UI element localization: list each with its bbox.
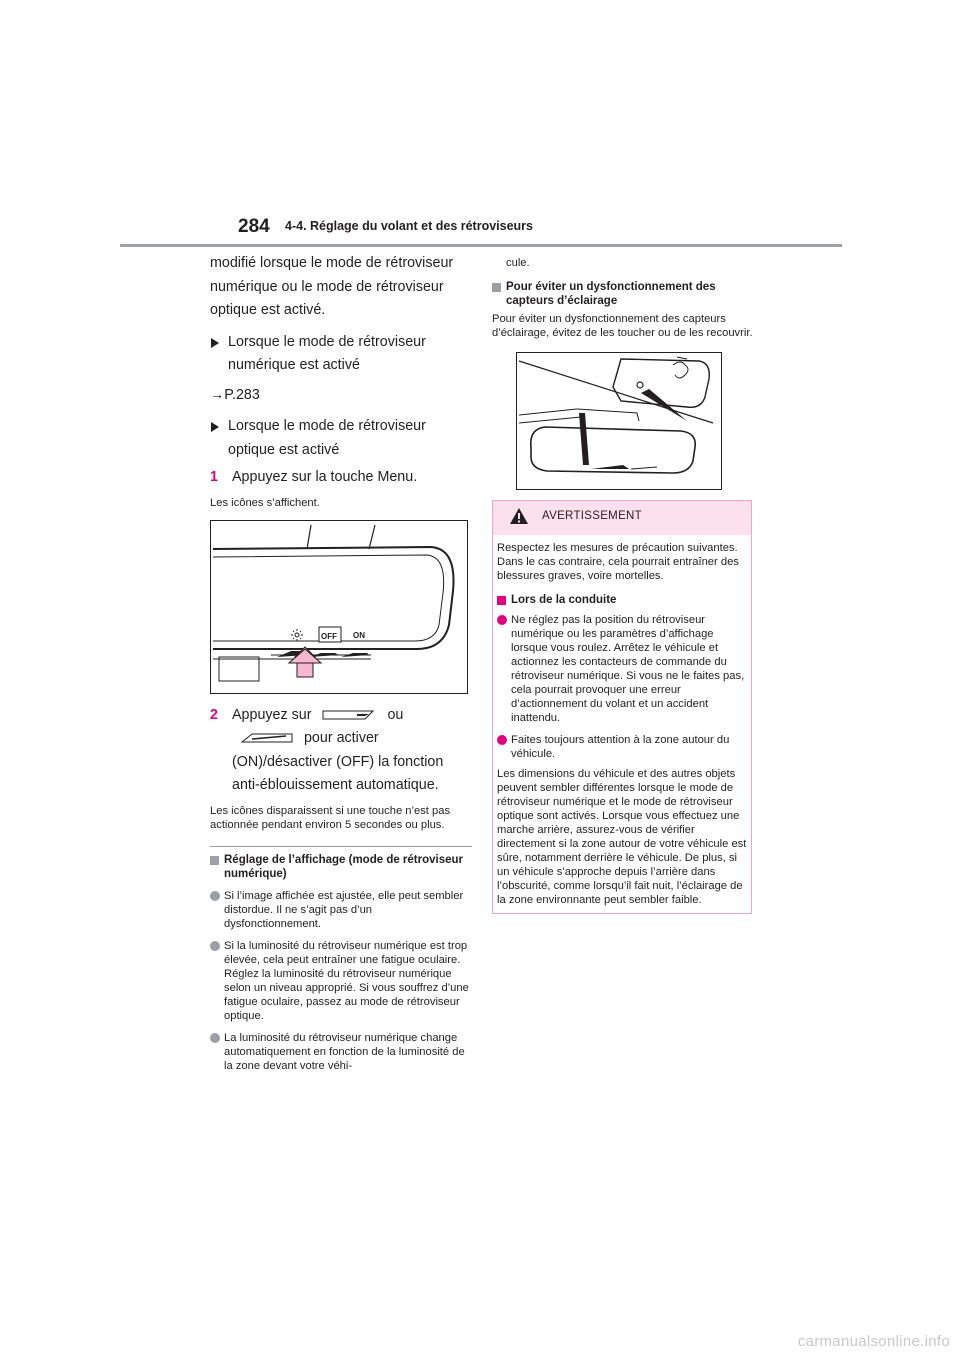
step-number: 2	[210, 706, 218, 723]
warning-closing: Les dimensions du véhicule et des autres objets peuvent sembler différentes lorsque le mode de rétroviseur numérique et le mode de rétroviseur optique sont activés. Lorsque vous effectuez une marche arrière, assurez-vous de vérifier directement si la zone autour de votre véhicule est sûre, notamment derrière le véhicule. De plus, si un véhicule s’approche depuis l’arrière dans l’obscurité, comme lorsqu’il fait nuit, l’éclairage de la zone environnante peut sembler faible.	[497, 768, 747, 906]
step-2-note: Les icônes disparaissent si une touche n’est pas actionnée pendant environ 5 secondes ou plus.	[210, 804, 451, 831]
header-rule	[120, 244, 842, 247]
bullet-digital-label: Lorsque le mode de rétroviseur numérique est activé	[228, 333, 426, 373]
pointer-arrow-icon	[641, 389, 687, 421]
light-sensor-title: Pour éviter un dysfonctionnement des capteurs d’éclairage	[506, 281, 716, 307]
step-2-text: pour activer (ON)/désactiver (OFF) la fonction anti-éblouissement automatique.	[232, 730, 444, 793]
warning-intro: Respectez les mesures de précaution suivantes. Dans le cas contraire, cela pourrait entraîner des blessures graves, voire mortelles.	[497, 542, 739, 582]
anti-glare-off-key-icon	[238, 731, 294, 745]
step-1-text: Appuyez sur la touche Menu.	[232, 469, 418, 485]
triangle-bullet-icon	[211, 422, 219, 432]
round-bullet-icon	[210, 1033, 220, 1043]
bullet-optical-label: Lorsque le mode de rétroviseur optique est activé	[228, 418, 426, 458]
light-sensor-figure	[516, 352, 722, 490]
mirror-menu-figure	[210, 520, 468, 694]
square-bullet-icon	[210, 856, 219, 865]
list-item	[210, 939, 472, 1023]
square-bullet-icon	[492, 283, 501, 292]
fig-on-label: ON	[353, 630, 365, 640]
intro-text: modifié lorsque le mode de rétroviseur numérique ou le mode de rétroviseur optique est activé.	[210, 255, 454, 318]
list-item-text: Ne réglez pas la position du rétroviseur numérique ou les paramètres d’affichage lorsque vous roulez. Arrêtez le véhicule et actionnez les contacteurs de commande du rétroviseur numérique. Si vous ne le faites pas, cela pourrait provoquer une erreur d’actionnement du volant et un accident inattendu.	[511, 614, 745, 724]
bullet-optical-mode	[210, 415, 472, 462]
anti-glare-on-key-icon	[321, 708, 377, 722]
list-item-text: Si l’image affichée est ajustée, elle peut sembler distordue. Il ne s’agit pas d’un dysfonctionnement.	[224, 889, 464, 930]
triangle-bullet-icon	[211, 338, 219, 348]
continuation-text: cule.	[506, 257, 530, 269]
pointer-arrow-icon	[579, 413, 589, 465]
sensor-illustration	[517, 353, 722, 490]
watermark: carmanualsonline.info	[797, 1333, 950, 1350]
page-reference[interactable]: →P.283	[210, 386, 260, 403]
step-2-intro: Appuyez sur	[232, 706, 312, 723]
step-number: 1	[210, 469, 218, 485]
warning-body	[493, 535, 751, 913]
right-column	[492, 252, 754, 914]
step-1-note: Les icônes s’affichent.	[210, 496, 320, 509]
light-sensor-text: Pour éviter un dysfonctionnement des capteurs d’éclairage, évitez de les toucher ou de les recouvrir.	[492, 313, 753, 339]
list-item-text: Si la luminosité du rétroviseur numérique est trop élevée, cela peut entraîner une fatigue oculaire. Réglez la luminosité du rétroviseur numérique selon un niveau approprié. Si vous souffrez d’une fatigue oculaire, passez au mode de rétroviseur optique.	[224, 939, 469, 1022]
list-item-text: La luminosité du rétroviseur numérique change automatiquement en fonction de la luminosité de la zone devant votre véhi-	[224, 1031, 465, 1072]
warning-box	[492, 500, 752, 914]
driving-title: Lors de la conduite	[511, 594, 617, 606]
mirror-illustration	[211, 521, 468, 694]
list-item	[497, 733, 747, 761]
step-2-or: ou	[387, 706, 404, 723]
section-divider	[210, 846, 472, 847]
round-bullet-icon	[210, 891, 220, 901]
square-bullet-icon	[497, 596, 506, 605]
warning-title: AVERTISSEMENT	[542, 510, 642, 522]
section-header: 4-4. Réglage du volant et des rétroviseurs	[285, 219, 533, 233]
light-sensor-heading	[492, 280, 754, 308]
left-column	[210, 252, 472, 1073]
list-item-text: Faites toujours attention à la zone autour du véhicule.	[511, 734, 730, 760]
driving-heading	[497, 593, 747, 607]
round-bullet-icon	[497, 615, 507, 625]
fig-off-label: OFF	[321, 631, 337, 641]
round-bullet-icon	[497, 735, 507, 745]
page-number: 284	[238, 216, 270, 237]
display-adjustment-title: Réglage de l’affichage (mode de rétroviseur numérique)	[224, 853, 464, 880]
round-bullet-icon	[210, 941, 220, 951]
warning-header	[493, 501, 751, 535]
list-item	[497, 613, 747, 725]
list-item	[210, 889, 472, 931]
display-adjustment-heading	[210, 853, 472, 881]
bullet-digital-mode	[210, 331, 472, 378]
step-2	[210, 704, 472, 798]
sensor-dot-icon	[637, 382, 643, 388]
step-1	[210, 466, 472, 490]
warning-triangle-icon	[509, 507, 529, 525]
anti-glare-sun-icon	[291, 629, 303, 641]
list-item	[210, 1031, 472, 1073]
